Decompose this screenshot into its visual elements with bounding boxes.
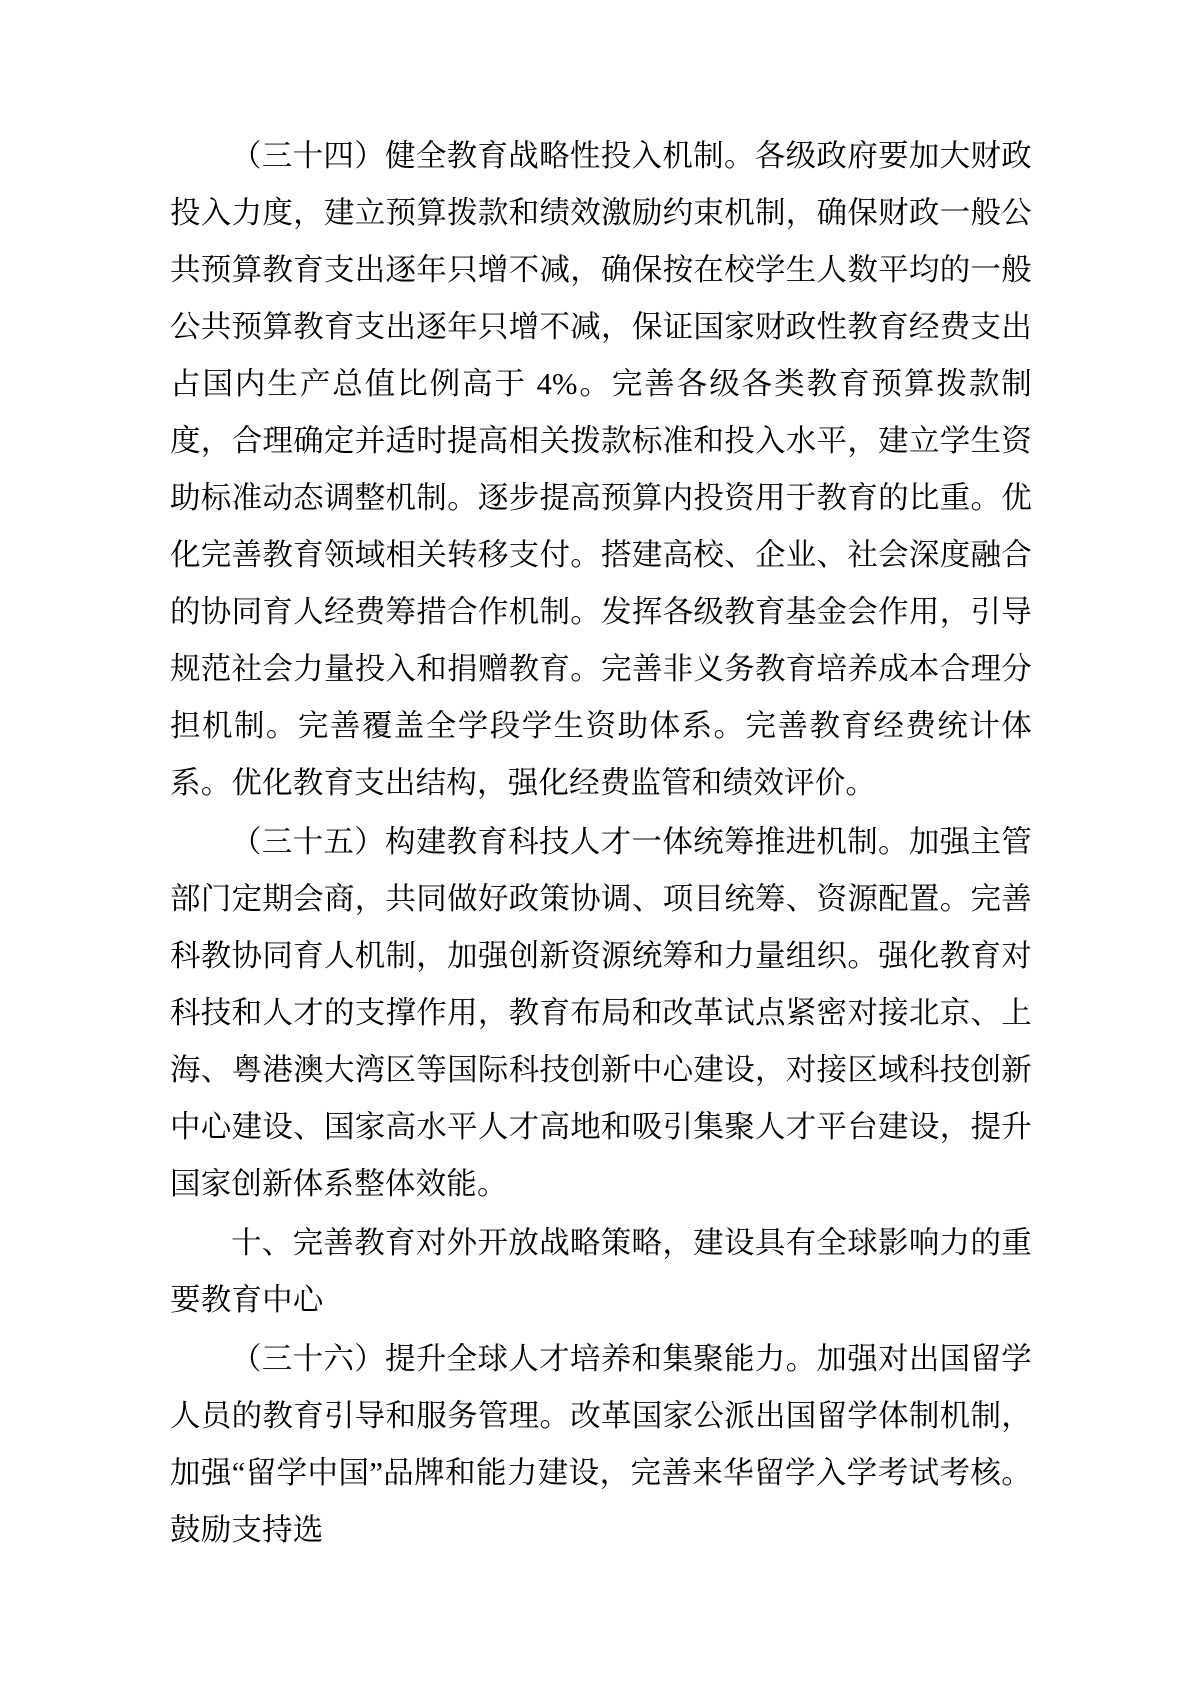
document-body bbox=[170, 128, 1032, 1559]
paragraph-34: （三十四）健全教育战略性投入机制。各级政府要加大财政投入力度，建立预算拨款和绩效激励约束机制，确保财政一般公共预算教育支出逐年只增不减，确保按在校学生人数平均的一般公共预算教育支出逐年只增不减，保证国家财政性教育经费支出占国内生产总值比例高于 4%。完善各级各类教育预算拨款制度，合理确定并适时提高相关拨款标准和投入水平，建立学生资助标准动态调整机制。逐步提高预算内投资用于教育的比重。优化完善教育领域相关转移支付。搭建高校、企业、社会深度融合的协同育人经费筹措合作机制。发挥各级教育基金会作用，引导规范社会力量投入和捐赠教育。完善非义务教育培养成本合理分担机制。完善覆盖全学段学生资助体系。完善教育经费统计体系。优化教育支出结构，强化经费监管和绩效评价。 bbox=[170, 139, 1032, 800]
paragraph-35: （三十五）构建教育科技人才一体统筹推进机制。加强主管部门定期会商，共同做好政策协调、项目统筹、资源配置。完善科教协同育人机制，加强创新资源统筹和力量组织。强化教育对科技和人才的支撑作用，教育布局和改革试点紧密对接北京、上海、粤港澳大湾区等国际科技创新中心建设，对接区域科技创新中心建设、国家高水平人才高地和吸引集聚人才平台建设，提升国家创新体系整体效能。 bbox=[170, 825, 1032, 1201]
paragraph-36: （三十六）提升全球人才培养和集聚能力。加强对出国留学人员的教育引导和服务管理。改革国家公派出国留学体制机制，加强“留学中国”品牌和能力建设，完善来华留学入学考试考核。鼓励支持选 bbox=[170, 1342, 1032, 1547]
section-heading-10: 十、完善教育对外开放战略策略，建设具有全球影响力的重要教育中心 bbox=[170, 1226, 1032, 1317]
